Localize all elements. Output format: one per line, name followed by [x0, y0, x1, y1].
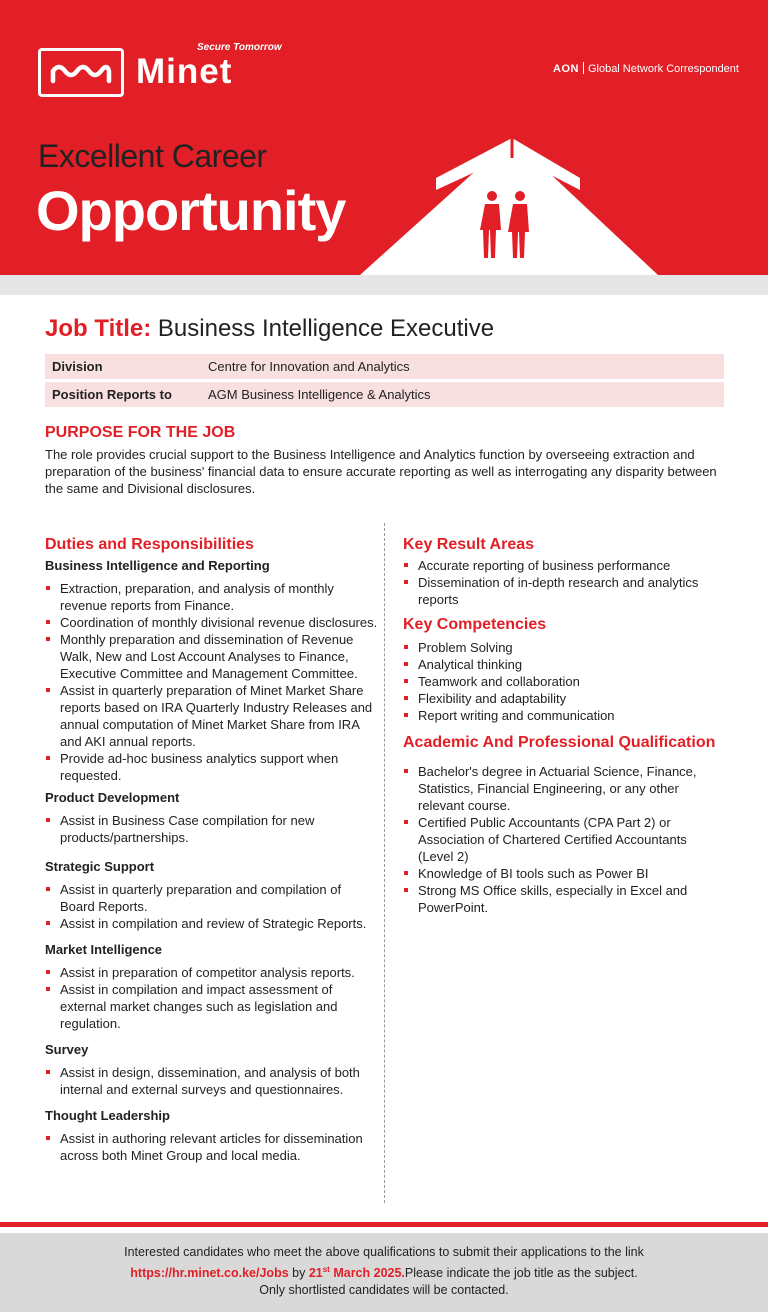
- duties-list: [45, 812, 378, 846]
- duties-column: [45, 536, 378, 1164]
- list-item: Assist in design, dissemination, and analysis of both internal and external surveys and questionnaires.: [45, 1064, 378, 1098]
- list-item: Teamwork and collaboration: [403, 673, 723, 690]
- duties-heading: Duties and Responsibilities: [45, 536, 254, 553]
- brand-name: Minet: [136, 52, 233, 91]
- duties-group-title: Survey: [45, 1042, 89, 1057]
- results-column: [403, 536, 723, 916]
- list-item: Coordination of monthly divisional revenue disclosures.: [45, 614, 378, 631]
- footer: [0, 1233, 768, 1312]
- list-item: Assist in quarterly preparation of Minet Market Share reports based on IRA Quarterly Industry Releases and annual computation of Minet Market Share from IRA and AKI annual reports.: [45, 682, 378, 750]
- list-item: Accurate reporting of business performance: [403, 557, 723, 574]
- list-item: Dissemination of in-depth research and analytics reports: [403, 574, 723, 608]
- duties-list: [45, 964, 378, 1032]
- duties-group-title: Product Development: [45, 790, 180, 805]
- list-item: Assist in preparation of competitor analysis reports.: [45, 964, 378, 981]
- list-item: Assist in authoring relevant articles for dissemination across both Minet Group and local media.: [45, 1130, 378, 1164]
- duties-group-title: Business Intelligence and Reporting: [45, 558, 270, 573]
- list-item: Assist in compilation and impact assessment of external market changes such as legislation and regulation.: [45, 981, 378, 1032]
- list-item: Extraction, preparation, and analysis of monthly revenue reports from Finance.: [45, 580, 378, 614]
- list-item: Report writing and communication: [403, 707, 723, 724]
- duties-list: [45, 580, 378, 784]
- list-item: Analytical thinking: [403, 656, 723, 673]
- list-item: Provide ad-hoc business analytics support when requested.: [45, 750, 378, 784]
- partner-label: AON Global Network Correspondent: [553, 63, 739, 75]
- minet-logo-icon: [38, 48, 124, 97]
- list-item: Problem Solving: [403, 639, 723, 656]
- deadline: 21st March 2025.: [308, 1265, 405, 1281]
- duties-group-title: Strategic Support: [45, 859, 155, 874]
- list-item: Knowledge of BI tools such as Power BI: [403, 865, 723, 882]
- list-item: Certified Public Accountants (CPA Part 2) or Association of Chartered Certified Accountants (Level 2): [403, 814, 723, 865]
- list-item: Flexibility and adaptability: [403, 690, 723, 707]
- qualification-heading: Academic And Professional Qualification: [403, 734, 716, 751]
- duties-list: [45, 1130, 378, 1164]
- purpose-heading: PURPOSE FOR THE JOB: [45, 424, 236, 441]
- aon-logo: AON: [553, 63, 579, 75]
- list-item: Assist in Business Case compilation for new products/partnerships.: [45, 812, 378, 846]
- list-item: Strong MS Office skills, especially in Excel and PowerPoint.: [403, 882, 723, 916]
- job-title: Job Title: Business Intelligence Executive: [45, 315, 495, 342]
- headline-big: Opportunity: [36, 179, 346, 242]
- apply-link[interactable]: https://hr.minet.co.ke/Jobs: [130, 1266, 289, 1281]
- hero-divider: [0, 275, 768, 295]
- duties-list: [45, 1064, 378, 1098]
- footer-line-1: Interested candidates who meet the above qualifications to submit their applications to the link: [124, 1245, 644, 1259]
- footer-line-3: Only shortlisted candidates will be contacted.: [259, 1283, 509, 1298]
- list-item: Assist in compilation and review of Strategic Reports.: [45, 915, 378, 932]
- kra-list: [403, 557, 723, 608]
- column-divider: [384, 523, 385, 1203]
- competencies-heading: Key Competencies: [403, 616, 547, 633]
- duties-list: [45, 881, 378, 932]
- footer-rule: [0, 1222, 768, 1227]
- brand-tagline: Secure Tomorrow: [197, 42, 282, 53]
- info-row-reports-to: Position Reports to AGM Business Intelligence & Analytics: [45, 382, 724, 407]
- hero-banner: [0, 0, 768, 275]
- list-item: Monthly preparation and dissemination of Revenue Walk, New and Lost Account Analyses to Finance, Executive Committee and Management Committee.: [45, 631, 378, 682]
- list-item: Assist in quarterly preparation and compilation of Board Reports.: [45, 881, 378, 915]
- purpose-text: The role provides crucial support to the Business Intelligence and Analytics function by overseeing extraction and preparation of the business' financial data to ensure accurate reporting as well as interrogating any disparity between the same and Divisional disclosures.: [45, 447, 717, 496]
- headline-small: Excellent Career: [38, 138, 267, 174]
- list-item: Bachelor's degree in Actuarial Science, Finance, Statistics, Financial Engineering, or any other relevant course.: [403, 763, 723, 814]
- footer-line-2: https://hr.minet.co.ke/Jobs by 21st March 2025.Please indicate the job title as the subject.: [130, 1265, 638, 1281]
- duties-group-title: Market Intelligence: [45, 942, 163, 957]
- qualification-list: [403, 763, 723, 916]
- kra-heading: Key Result Areas: [403, 536, 535, 553]
- career-house-icon: [340, 110, 670, 275]
- competencies-list: [403, 639, 723, 724]
- info-row-division: Division Centre for Innovation and Analytics: [45, 354, 724, 379]
- duties-group-title: Thought Leadership: [45, 1108, 170, 1123]
